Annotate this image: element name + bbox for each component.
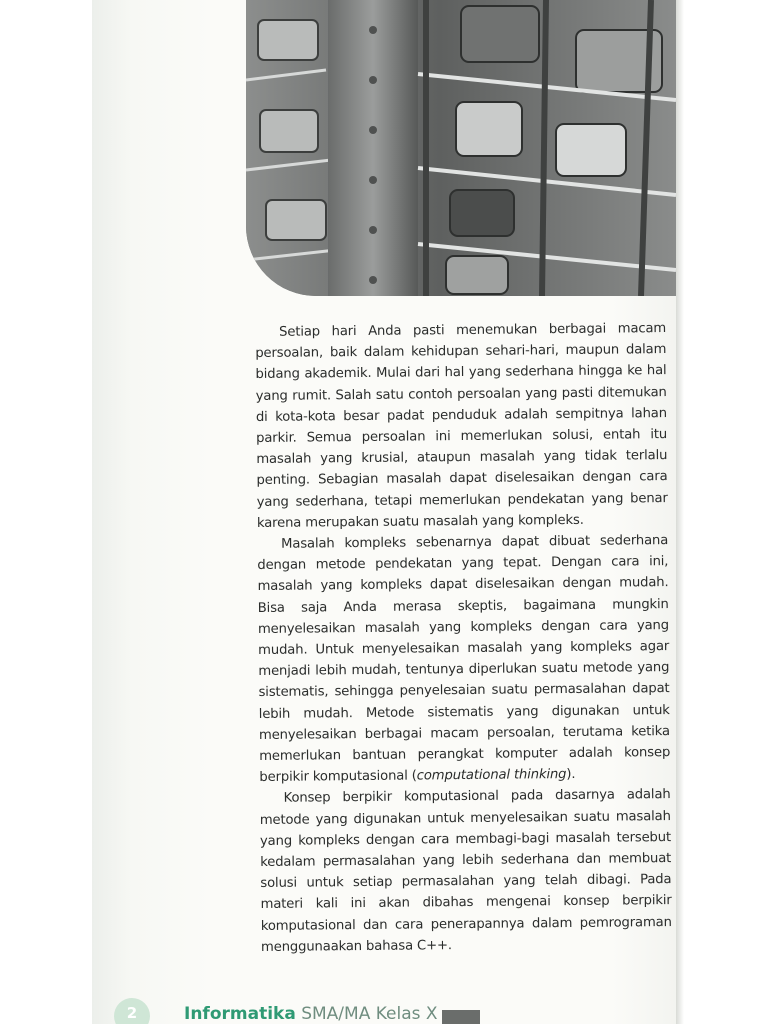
- term-computational-thinking: computational thinking: [416, 767, 567, 784]
- page-footer: [110, 996, 530, 1024]
- footer-book-title: [184, 1004, 438, 1024]
- page-number-badge: 2: [114, 998, 150, 1024]
- paragraph-2-main: Masalah kompleks sebenarnya dapat dibuat sederhana dengan metode pendekatan yang tepat. Dengan cara ini, masalah yang kompleks dapat diselesaikan dengan mudah. Bisa saja Anda merasa skeptis, bagaimana mungkin menyelesaikan masalah yang kompleks dengan cara yang mudah. Untuk menyelesaikan masalah yang kompleks agar menjadi lebih mudah, tentunya diperlukan suatu metode yang sistematis, sehingga penyelesaian suatu permasalahan dapat lebih mudah. Metode sistematis yang digunakan untuk menyelesaikan berbagai macam persoalan, terutama ketika memerlukan bantuan perangkat komputer adalah konsep berpikir komputasional (: [257, 533, 671, 786]
- parking-tower-photo: [246, 0, 676, 296]
- footer-scan-mark: [442, 1010, 480, 1024]
- paragraph-2: [257, 530, 670, 788]
- paragraph-2-end: ).: [566, 767, 576, 783]
- paragraph-3: Konsep berpikir komputasional pada dasarnya adalah metode yang digunakan untuk menyelesaikan suatu masalah yang kompleks dengan cara membagi-bagi masalah tersebut kedalam permasalahan yang lebih sederhana dan membuat solusi untuk setiap permasalahan yang telah dibagi. Pada materi kali ini akan dibahas mengenai konsep berpikir komputasional dan cara penerapannya dalam pemrograman menggunaakan bahasa C++.: [259, 787, 672, 955]
- footer-level: SMA/MA Kelas X: [301, 1004, 438, 1024]
- footer-brand: Informatika: [184, 1004, 296, 1024]
- page-edge: [676, 0, 684, 1024]
- paragraph-1: Setiap hari Anda pasti menemukan berbagai macam persoalan, baik dalam kehidupan sehari-hari, maupun dalam bidang akademik. Mulai dari hal yang sederhana hingga ke hal yang rumit. Salah satu contoh persoalan yang pasti ditemukan di kota-kota besar padat penduduk adalah sempitnya lahan parkir. Semua persoalan ini memerlukan solusi, entah itu masalah yang krusial, ataupun masalah yang tidak terlalu penting. Sebagian masalah dapat diselesaikan dengan cara yang sederhana, tetapi memerlukan pendekatan yang benar karena merupakan suatu masalah yang kompleks.: [255, 321, 668, 531]
- body-text: [255, 318, 672, 958]
- parking-tower-image: [246, 0, 676, 296]
